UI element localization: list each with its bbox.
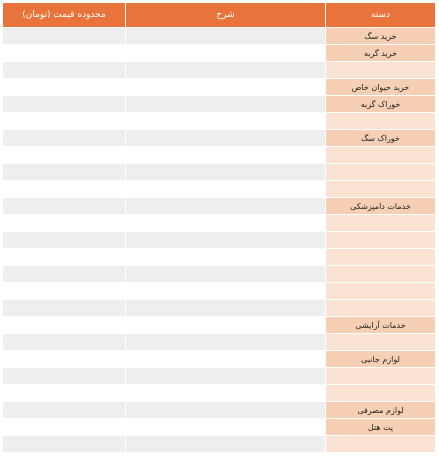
table-row bbox=[3, 96, 436, 113]
price-cell bbox=[3, 198, 126, 215]
header-category: دسته bbox=[326, 3, 436, 28]
description-cell bbox=[126, 266, 326, 283]
category-cell bbox=[326, 436, 436, 453]
table-header-row bbox=[3, 3, 436, 28]
header-description: شرح bbox=[126, 3, 326, 28]
category-cell: لوازم مصرفی bbox=[326, 402, 436, 419]
price-cell bbox=[3, 79, 126, 96]
category-cell bbox=[326, 164, 436, 181]
table-row bbox=[3, 419, 436, 436]
price-cell bbox=[3, 436, 126, 453]
price-cell bbox=[3, 130, 126, 147]
category-cell bbox=[326, 215, 436, 232]
category-cell bbox=[326, 147, 436, 164]
price-cell bbox=[3, 351, 126, 368]
category-cell bbox=[326, 283, 436, 300]
table-row bbox=[3, 368, 436, 385]
price-cell bbox=[3, 402, 126, 419]
category-cell bbox=[326, 266, 436, 283]
price-table bbox=[2, 2, 436, 453]
description-cell bbox=[126, 45, 326, 62]
category-cell bbox=[326, 385, 436, 402]
table-row bbox=[3, 164, 436, 181]
category-cell: خرید سگ bbox=[326, 28, 436, 45]
table-row bbox=[3, 283, 436, 300]
table-row bbox=[3, 351, 436, 368]
category-cell bbox=[326, 232, 436, 249]
description-cell bbox=[126, 249, 326, 266]
price-cell bbox=[3, 28, 126, 45]
table-row bbox=[3, 232, 436, 249]
description-cell bbox=[126, 28, 326, 45]
table-row bbox=[3, 300, 436, 317]
category-cell: خدمات آرایشی bbox=[326, 317, 436, 334]
description-cell bbox=[126, 79, 326, 96]
price-cell bbox=[3, 266, 126, 283]
header-price-range: محدوده قیمت (تومان) bbox=[3, 3, 126, 28]
description-cell bbox=[126, 402, 326, 419]
category-cell bbox=[326, 62, 436, 79]
table-row bbox=[3, 113, 436, 130]
table-row bbox=[3, 130, 436, 147]
price-cell bbox=[3, 62, 126, 79]
table-row bbox=[3, 45, 436, 62]
description-cell bbox=[126, 368, 326, 385]
description-cell bbox=[126, 198, 326, 215]
category-cell: لوازم جانبی bbox=[326, 351, 436, 368]
description-cell bbox=[126, 283, 326, 300]
price-cell bbox=[3, 368, 126, 385]
table-row bbox=[3, 249, 436, 266]
price-cell bbox=[3, 181, 126, 198]
table-row bbox=[3, 198, 436, 215]
table-row bbox=[3, 181, 436, 198]
description-cell bbox=[126, 130, 326, 147]
category-cell bbox=[326, 368, 436, 385]
category-cell: پت هتل bbox=[326, 419, 436, 436]
price-cell bbox=[3, 334, 126, 351]
table-row bbox=[3, 317, 436, 334]
category-cell bbox=[326, 300, 436, 317]
price-cell bbox=[3, 300, 126, 317]
category-cell: خدمات دامپزشکی bbox=[326, 198, 436, 215]
table-row bbox=[3, 334, 436, 351]
description-cell bbox=[126, 181, 326, 198]
price-cell bbox=[3, 113, 126, 130]
table-row bbox=[3, 436, 436, 453]
description-cell bbox=[126, 436, 326, 453]
description-cell bbox=[126, 96, 326, 113]
price-cell bbox=[3, 147, 126, 164]
price-table-container bbox=[3, 2, 436, 453]
price-cell bbox=[3, 164, 126, 181]
table-body bbox=[3, 28, 436, 453]
description-cell bbox=[126, 419, 326, 436]
description-cell bbox=[126, 113, 326, 130]
description-cell bbox=[126, 300, 326, 317]
table-row bbox=[3, 402, 436, 419]
price-cell bbox=[3, 249, 126, 266]
description-cell bbox=[126, 385, 326, 402]
price-cell bbox=[3, 317, 126, 334]
category-cell bbox=[326, 113, 436, 130]
category-cell bbox=[326, 181, 436, 198]
description-cell bbox=[126, 334, 326, 351]
description-cell bbox=[126, 215, 326, 232]
table-row bbox=[3, 266, 436, 283]
description-cell bbox=[126, 351, 326, 368]
price-cell bbox=[3, 385, 126, 402]
description-cell bbox=[126, 62, 326, 79]
price-cell bbox=[3, 96, 126, 113]
description-cell bbox=[126, 317, 326, 334]
table-row bbox=[3, 79, 436, 96]
price-cell bbox=[3, 419, 126, 436]
description-cell bbox=[126, 147, 326, 164]
category-cell bbox=[326, 334, 436, 351]
category-cell: خوراک سگ bbox=[326, 130, 436, 147]
table-row bbox=[3, 385, 436, 402]
table-row bbox=[3, 28, 436, 45]
description-cell bbox=[126, 232, 326, 249]
price-cell bbox=[3, 45, 126, 62]
price-cell bbox=[3, 232, 126, 249]
table-row bbox=[3, 147, 436, 164]
category-cell: خرید گربه bbox=[326, 45, 436, 62]
price-cell bbox=[3, 283, 126, 300]
category-cell: خوراک گربه bbox=[326, 96, 436, 113]
description-cell bbox=[126, 164, 326, 181]
table-row bbox=[3, 62, 436, 79]
table-row bbox=[3, 215, 436, 232]
price-cell bbox=[3, 215, 126, 232]
category-cell bbox=[326, 249, 436, 266]
category-cell: خرید حیوان خاص bbox=[326, 79, 436, 96]
